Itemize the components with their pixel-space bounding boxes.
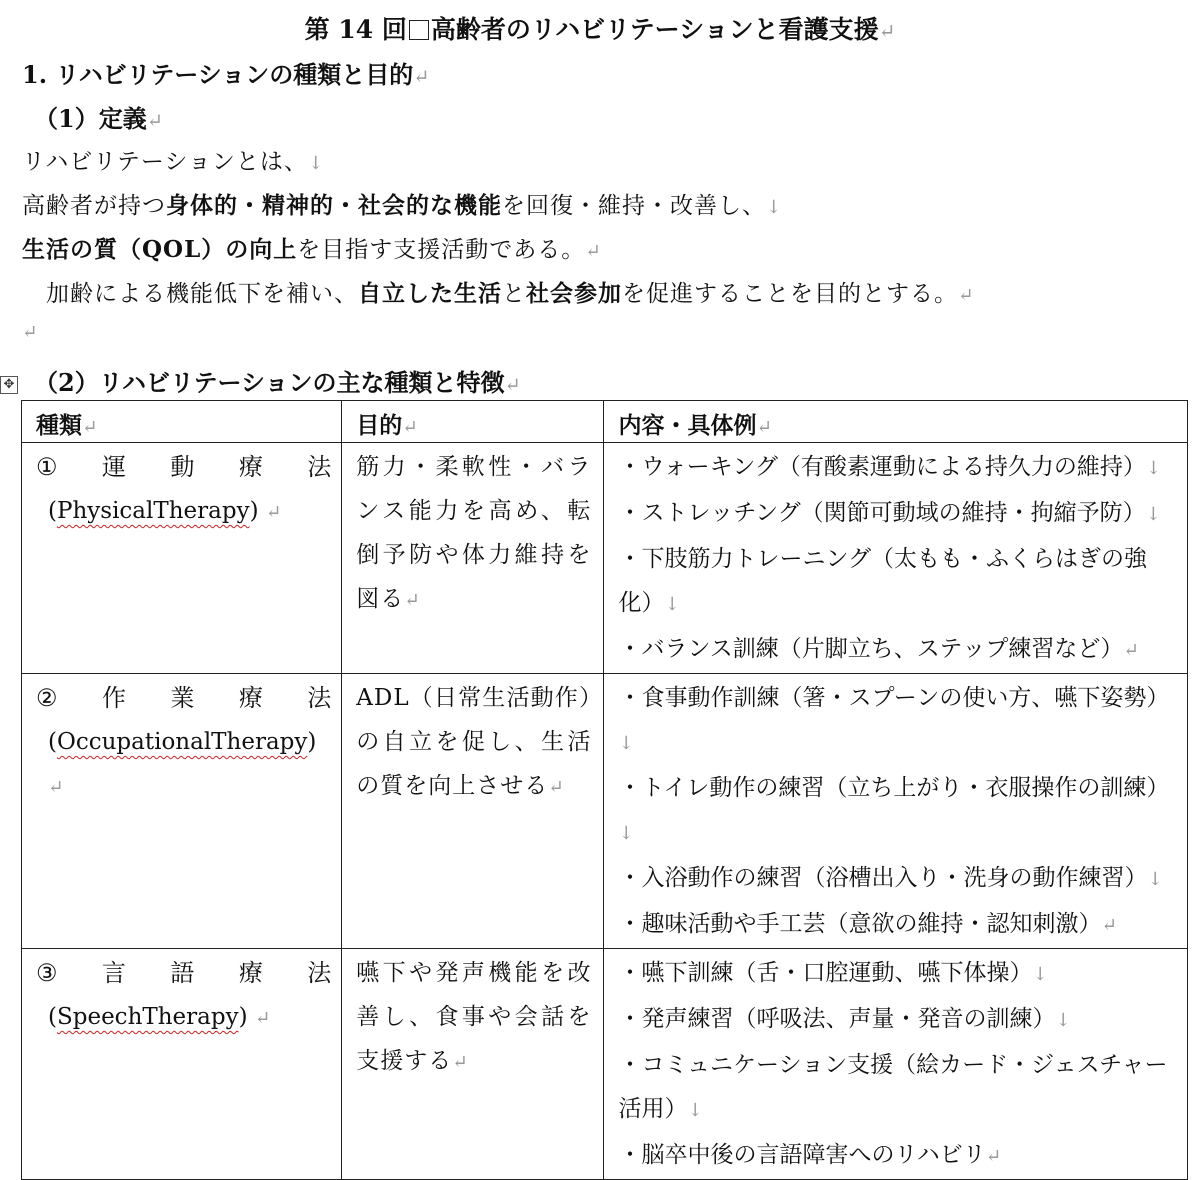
type-cell[interactable]: ③ 言 語 療 法 (SpeechTherapy) ↵	[22, 949, 342, 1180]
list-item: ・発声練習（呼吸法、声量・発音の訓練）↓	[618, 1006, 1071, 1032]
list-item: ・ウォーキング（有酸素運動による持久力の維持）↓	[618, 454, 1162, 480]
content-cell[interactable]	[604, 443, 1188, 674]
purpose-cell[interactable]: 嚥下や発声機能を改善し、食事や会話を支援する↵	[342, 949, 604, 1180]
subsection-heading-definition: （1）定義↵	[34, 104, 163, 133]
section-heading-1: 1. リハビリテーションの種類と目的↵	[22, 60, 430, 89]
document-title: 第 14 回 高齢者のリハビリテーションと看護支援↵	[304, 15, 896, 44]
header-cell-purpose[interactable]: 目的↵	[342, 401, 604, 443]
table-header-row	[22, 401, 1188, 443]
header-cell-content[interactable]: 内容・具体例↵	[604, 401, 1188, 443]
empty-paragraph: ↵	[22, 322, 38, 343]
rehab-types-table	[21, 400, 1188, 1180]
list-item: ・嚥下訓練（舌・口腔運動、嚥下体操）↓	[618, 960, 1048, 986]
type-cell[interactable]: ① 運 動 療 法 (PhysicalTherapy) ↵	[22, 443, 342, 674]
placeholder-box-glyph	[409, 20, 429, 40]
content-cell[interactable]	[604, 949, 1188, 1180]
list-item: ・入浴動作の練習（浴槽出入り・洗身の動作練習）↓	[618, 865, 1163, 891]
list-item: ・コミュニケーション支援（絵カード・ジェスチャー活用）↓	[618, 1052, 1168, 1122]
purpose-cell[interactable]: 筋力・柔軟性・バランス能力を高め、転倒予防や体力維持を図る↵	[342, 443, 604, 674]
table-row	[22, 949, 1188, 1180]
purpose-cell[interactable]: ADL（日常生活動作）の自立を促し、生活の質を向上させる↵	[342, 674, 604, 949]
header-cell-type[interactable]: 種類↵	[22, 401, 342, 443]
table-move-handle-icon[interactable]: ✥	[0, 376, 18, 394]
list-item: ・食事動作訓練（箸・スプーンの使い方、嚥下姿勢）↓	[618, 685, 1170, 754]
list-item: ・趣味活動や手工芸（意欲の維持・認知刺激）↵	[618, 911, 1117, 937]
list-item: ・バランス訓練（片脚立ち、ステップ練習など）↵	[618, 636, 1139, 662]
list-item: ・脳卒中後の言語障害へのリハビリ↵	[618, 1142, 1002, 1168]
paragraph-line-3: 生活の質（QOL）の向上を目指す支援活動である。↵	[22, 236, 602, 263]
table-row	[22, 443, 1188, 674]
paragraph-line-2: 高齢者が持つ身体的・精神的・社会的な機能を回復・維持・改善し、↓	[22, 192, 783, 219]
subsection-heading-types: （2）リハビリテーションの主な種類と特徴↵	[34, 368, 521, 397]
paragraph-line-4: 加齢による機能低下を補い、自立した生活と社会参加を促進することを目的とする。↵	[46, 280, 975, 307]
content-cell[interactable]	[604, 674, 1188, 949]
type-cell[interactable]: ② 作 業 療 法 (OccupationalTherapy) ↵	[22, 674, 342, 949]
list-item: ・トイレ動作の練習（立ち上がり・衣服操作の訓練）↓	[618, 775, 1170, 844]
paragraph-line-1: リハビリテーションとは、↓	[22, 149, 325, 175]
table-row	[22, 674, 1188, 949]
list-item: ・下肢筋力トレーニング（太もも・ふくらはぎの強化）↓	[618, 546, 1148, 616]
list-item: ・ストレッチング（関節可動域の維持・拘縮予防）↓	[618, 500, 1162, 526]
